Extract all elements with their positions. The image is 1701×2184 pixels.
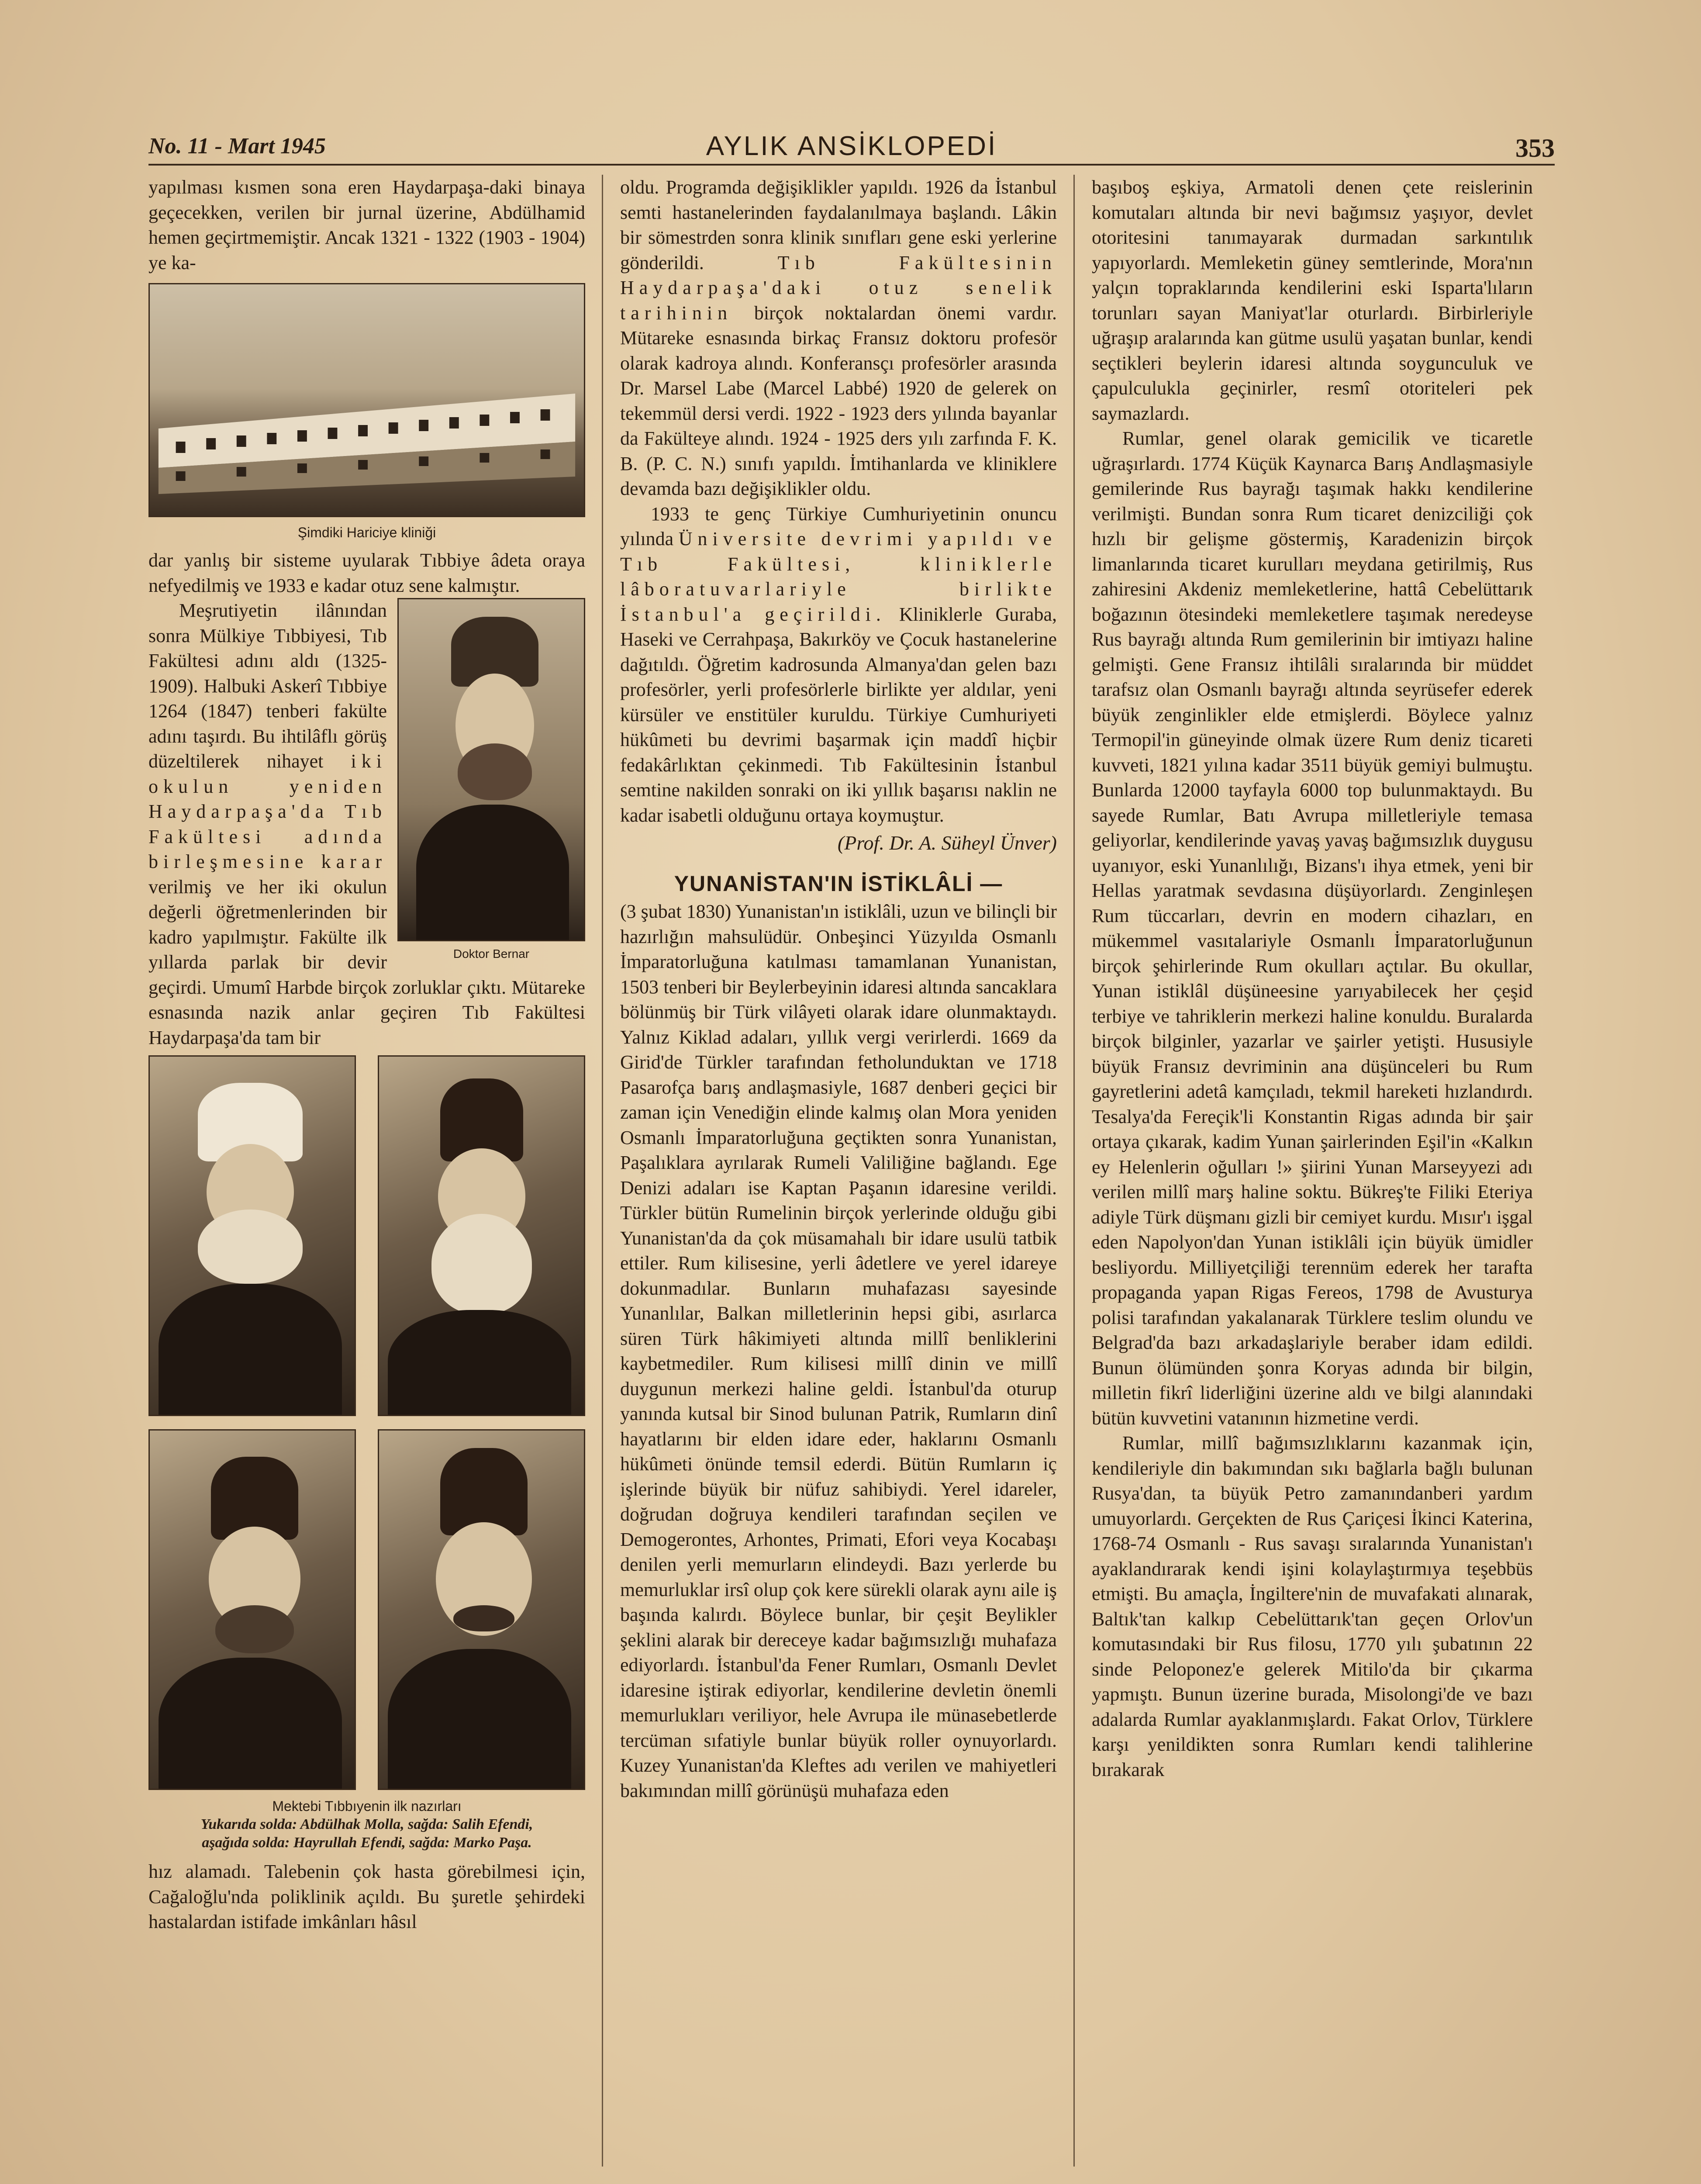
portrait-caption: Doktor Bernar [453, 947, 530, 961]
group-caption-line-1: Yukarıda solda: Abdülhak Molla, sağda: Salih Efendi, [200, 1816, 533, 1832]
paragraph: hız alamadı. Talebenin çok hasta görebilmesi için, Cağaloğlu'nda poliklinik açıldı. Bu şuretle şehirdeki hastalardan istifade imkânları hâsıl [148, 1861, 585, 1932]
page-header [148, 124, 1555, 166]
page-number: 353 [1515, 134, 1555, 162]
paragraph: başıboş eşkiya, Armatoli denen çete reislerinin komutaları altında bir nevi bağımsız yaşıyor, devlet otoritesini tanımayarak durmadan sarkıntılık yapıyorlardı. Memleketin güney semtlerinde, Mora'nın yalçın topraklarında kendilerini eski Isparta'lıların torunları sayan Maniyat'lar oturlardı. Birbirleriyle uğraşıp aralarında kan gütme usulü yaşatan bunlar, kendi seçtikleri beylerin idaresi altında soygunculuk ve çapulculukla geçinirler, resmî otoriteleri pek saymazlardı. [1092, 176, 1533, 424]
article-heading: YUNANİSTAN'IN İSTİKLÂLİ — [674, 871, 1003, 896]
paragraph: Rumlar, genel olarak gemicilik ve ticaretle uğraşırlardı. 1774 Küçük Kaynarca Barış Andlaşmasiyle gemilerinde Rus bayrağı taşımak hakkı kendilerine verilmişti. Bundan sonra Rum ticaret denizciliği çok hızlı bir gelişme göstermiş, Karadenizin birçok limanlarında ticaret kurulları meydana getirilmiş, Rus zahiresini Akdeniz memleketlerine, hattâ Cebelüttarık boğazının ötesindeki memleketlere taşımak neredeyse Rus bayrağı altında Rum gemilerinin bir imtiyazı haline gelmişti. Gene Fransız ihtilâli sıralarında bir müddet tarafsız olan Osmanlı bayrağı altında seyrüsefer ederek büyük zenginlikler elde etmişlerdi. Böylece yalnız Termopil'in güneyinde olmak üzere Rum deniz ticareti kuvveti, 1821 yılına kadar 3511 büyük gemiyi bulmuştu. Bunlarda 12000 tayfayla 6000 top bulunmaktaydı. Bu sayede Rumlar, Batı Avrupa milletleriyle temasa geliyorlar, kendilerinde yavaş yavaş bağımsızlık duygusu uyanıyor, eski Yunanlılığı, Bizans'ı ihya etmek, yeni bir Hellas yaratmak sevdasına düşüyorlardı. Zenginleşen Rum tüccarları, devrin en modern cihazları, en mükemmel vasıtalariyle Osmanlı İmparatorluğunun birçok şehirlerinde Rum okulları açtılar. Bu okullar, Yunan istiklâl düşüneesine yarıyabilecek her çeşid terbiye ve tahriklerin merkezi haline konuldu. Buralarda birçok bilginler, yazarlar ve şairler yetişti. Hususiyle büyük Fransız devriminin ana düşünceleri bu Rum gayretlerini adetâ kamçıladı, tekmil hareketi hızlandırdı. Tesalya'da Fereçik'li Konstantin Rigas adında bir şair ortaya çıkarak, kadim Yunan şairlerinden Eşil'in «Kalkın ey Helenlerin oğulları !» şiirini Yunan Marseyyezi adı verilen millî marş haline soktu. Bükreş'te Filiki Eteriya adiyle Türk düşmanı gizli bir cemiyet kurdu. Mısır'ı işgal eden Napolyon'dan Yunan istiklâli için büyük ümidler besliyordu. Milliyetçiliği terennüm ederek her tarafta propaganda yapan Rigas Fereos, 1798 de Avusturya polisi tarafından yakalanarak Türklere teslim olundu ve Belgrad'da bazı arkadaşlariyle beraber idam edildi. Bunun ölümünden şonra Koryas adında bir bilgin, milletin fikrî liderliğini üzerine aldı ve bilgi alanındaki bütün kuvvetini vatanının hizmetine verdi. [1092, 428, 1533, 1429]
column-divider-1 [602, 175, 603, 2167]
doktor-bernar-portrait [397, 598, 585, 941]
paragraph: 1933 te genç Türkiye Cumhuriyetinin onuncu yılında Üniversite devrimi yapıldı ve Tıb Fakültesi, kliniklerle lâboratuvarlariyle birlikte İstanbul'a geçirildi. Kliniklerle Guraba, Haseki ve Cerrahpaşa, Bakırköy ve Çocuk hastanelerine dağıtıldı. Öğretim kadrosunda Almanya'dan gelen bazı profesörler, yerli profesörlerle birlikte yer aldılar, yeni kürsüler ve enstitüler kuruldu. Türkiye Cumhuriyeti hükûmeti bu devrimi başarmak için maddî hiçbir fedakârlıktan çekinmedi. Tıb Fakültesinin İstanbul semtine nakilden sonraki on iki yıllık başarısı naklin ne kadar isabetli olduğunu ortaya koymuştur. [620, 503, 1057, 826]
hospital-building-photo [148, 283, 585, 517]
group-caption-line-2: aşağıda solda: Hayrullah Efendi, sağda: Marko Paşa. [202, 1835, 532, 1851]
portrait-figure [397, 598, 585, 963]
hospital-photo-figure [148, 283, 585, 542]
paragraph: (3 şubat 1830) Yunanistan'ın istiklâli, uzun ve bilinçli bir hazırlığın mahsulüdür. Onbeşinci Yüzyılda Osmanlı İmparatorluğuna katılması tamamlanan Yunanistan, 1503 tenberi bir Beylerbeyinin idaresi altında sancaklara bölünmüş bir Türk vilâyeti olarak idare olunmaktaydı. Yalnız Kiklad adaları, yıllık vergi verirlerdi. 1669 da Girid'de Türkler tarafından fetholunduktan ve 1718 Pasarofça barış andlaşmasiyle, 1687 denberi geçici bir zaman için Venediğin elinde kalmış olan Mora yeniden Osmanlı İmparatorluğuna geçtikten sonra Yunanistan, Paşalıklara ayrılarak Rumeli Valiliğine bağlandı. Ege Denizi adaları ise Kaptan Paşanın idaresine verildi. Türkler bütün Rumelinin birçok yerlerinde olduğu gibi Yunanistan'da da çok müsamahalı bir idare usulü tatbik ettiler. Rum kilisesine, yerli âdetlere ve yerel idareye dokunmadılar. Bunların muhafazası sayesinde Yunanlılar, Balkan milletlerinin hepsi gibi, asırlarca süren Türk hâkimiyeti altında millî benliklerini kaybetmediler. Rum kilisesi millî dinin ve millî duygunun merkezi haline geldi. İstanbul'da oturup yanında kutsal bir Sinod bulunan Patrik, Rumların dinî hayatlarını bir elden idare eder, haklarını Osmanlı hükûmeti önünde temsil ederdi. Bütün Rumların iç işlerinde büyük bir nüfuz sahibiydi. Yerel idareler, doğrudan doğruya kendileri tarafından seçilen ve Demogerontes, Arhontes, Primati, Efori veya Kocabaşı denilen yerli memurların elindeydi. Bazı yerlerde bu memurluklar irsî olup çok kere sürekli olarak aynı aile iş başında kalırdı. Böylece bunlar, bir çeşit Beylikler şeklini alarak bir dereceye kadar bağımsızlığı muhafaza ediyorlardı. İstanbul'da Fener Rumları, Osmanlı Devlet idaresine iştirak ediyorlar, kendilerine devletin önemli memurlukları veriliyor, hele Avrupa ile münasebetlerde tercüman sıfatiyle bunlar büyük roller oynuyorlardı. Kuzey Yunanistan'da Kleftes adı verilen ve mahiyetleri bakımından millî görünüşü muhafaza eden [620, 901, 1057, 1801]
directors-photo-grid [148, 1055, 585, 1790]
magazine-title: AYLIK ANSİKLOPEDİ [706, 131, 997, 161]
marko-pasa-portrait [378, 1429, 585, 1790]
hayrullah-efendi-portrait [148, 1429, 356, 1790]
hospital-photo-caption: Şimdiki Hariciye kliniği [297, 525, 436, 540]
paragraph: oldu. Programda değişiklikler yapıldı. 1926 da İstanbul semti hastanelerinden faydalanılmaya başlandı. Lâkin bir sömestrden sonra klinik sınıfları gene eski yerlerine gönderildi. Tıb Fakültesinin Haydarpaşa'daki otuz senelik tarihinin birçok noktalardan önemi vardır. Mütareke esnasında birkaç Fransız doktoru profesör olarak kadroya alındı. Konferansçı profesörler arasında Dr. Marsel Labe (Marcel Labbé) 1920 de gelerek on tekemmül dersi verdi. 1922 - 1923 ders yılında bayanlar da Fakülteye alındı. 1924 - 1925 ders yılı zarfında F. K. B. (P. C. N.) sınıfı yapıldı. İmtihanlarda ve kliniklere devamda bazı değişiklikler oldu. [620, 176, 1057, 499]
column-1 [148, 175, 585, 2167]
column-3 [1092, 175, 1533, 2149]
author-signature: (Prof. Dr. A. Süheyl Ünver) [837, 832, 1057, 854]
paragraph: Meşrutiyetin ilânından sonra Mülkiye Tıbbiyesi, Tıb Fakültesi adını aldı (1325-1909). Halbuki Askerî Tıbbiye 1264 (1847) tenberi fakülte adını taşırdı. Bu ihtilâflı görüş düzeltilerek nihayet iki okulun yeniden Haydarpaşa'da Tıb Fakültesi adında birleşmesine karar verilmiş ve her iki okulun değerli öğretmenlerinden bir kadro yapılmıştır. Fakülte ilk yıllarda parlak bir devir geçirdi. Umumî Harbde birçok zorluklar çıktı. Mütareke esnasında nazik anlar geçiren Tıb Fakültesi Haydarpaşa'da tam bir [148, 600, 585, 1048]
abdulhak-molla-portrait [148, 1055, 356, 1416]
building-drawing [150, 284, 584, 516]
column-2 [620, 175, 1057, 2184]
column-divider-2 [1073, 175, 1075, 2167]
salih-efendi-portrait [378, 1055, 585, 1416]
group-caption-title: Mektebi Tıbbıyenin ilk nazırları [272, 1798, 462, 1814]
issue-date: No. 11 - Mart 1945 [148, 134, 326, 159]
paragraph: Rumlar, millî bağımsızlıklarını kazanmak için, kendileriyle din bakımından sıkı bağlarla bağlı bulunan Rusya'dan, ta büyük Petro zamanındanberi yardım umuyorlardı. Gerçekten de Rus Çariçesi İkinci Katerina, 1768-74 Osmanlı - Rus savaşı sıralarında Yunanistan'ı ayaklandırarak kendi işini kolaylaştırmıya teşebbüs etmişti. Bu amaçla, İngiltere'nin de muvafakati alınarak, Baltık'tan kalkıp Cebelüttarık'tan geçen Orlov'un komutasındaki bir Rus filosu, 1770 yılı şubatının 22 sinde Peloponez'e gelerek Mitilo'da bir çıkarma yapmıştı. Bunun üzerine burada, Misolongi'de ve bazı adalarda Rumlar ayaklanmışlardı. Fakat Orlov, Türklere karşı yenildikten sonra Rumları kendi talihlerine bırakarak [1092, 1432, 1533, 1780]
paragraph: yapılması kısmen sona eren Haydarpaşa-daki binaya geçecekken, verilen bir jurnal üzerine, Abdülhamid hemen geçirtmemiştir. Ancak 1321 - 1322 (1903 - 1904) ye ka- [148, 176, 585, 273]
paragraph: dar yanlış bir sisteme uyularak Tıbbiye âdeta oraya nefyedilmiş ve 1933 e kadar otuz sene kalmıştır. [148, 549, 585, 596]
